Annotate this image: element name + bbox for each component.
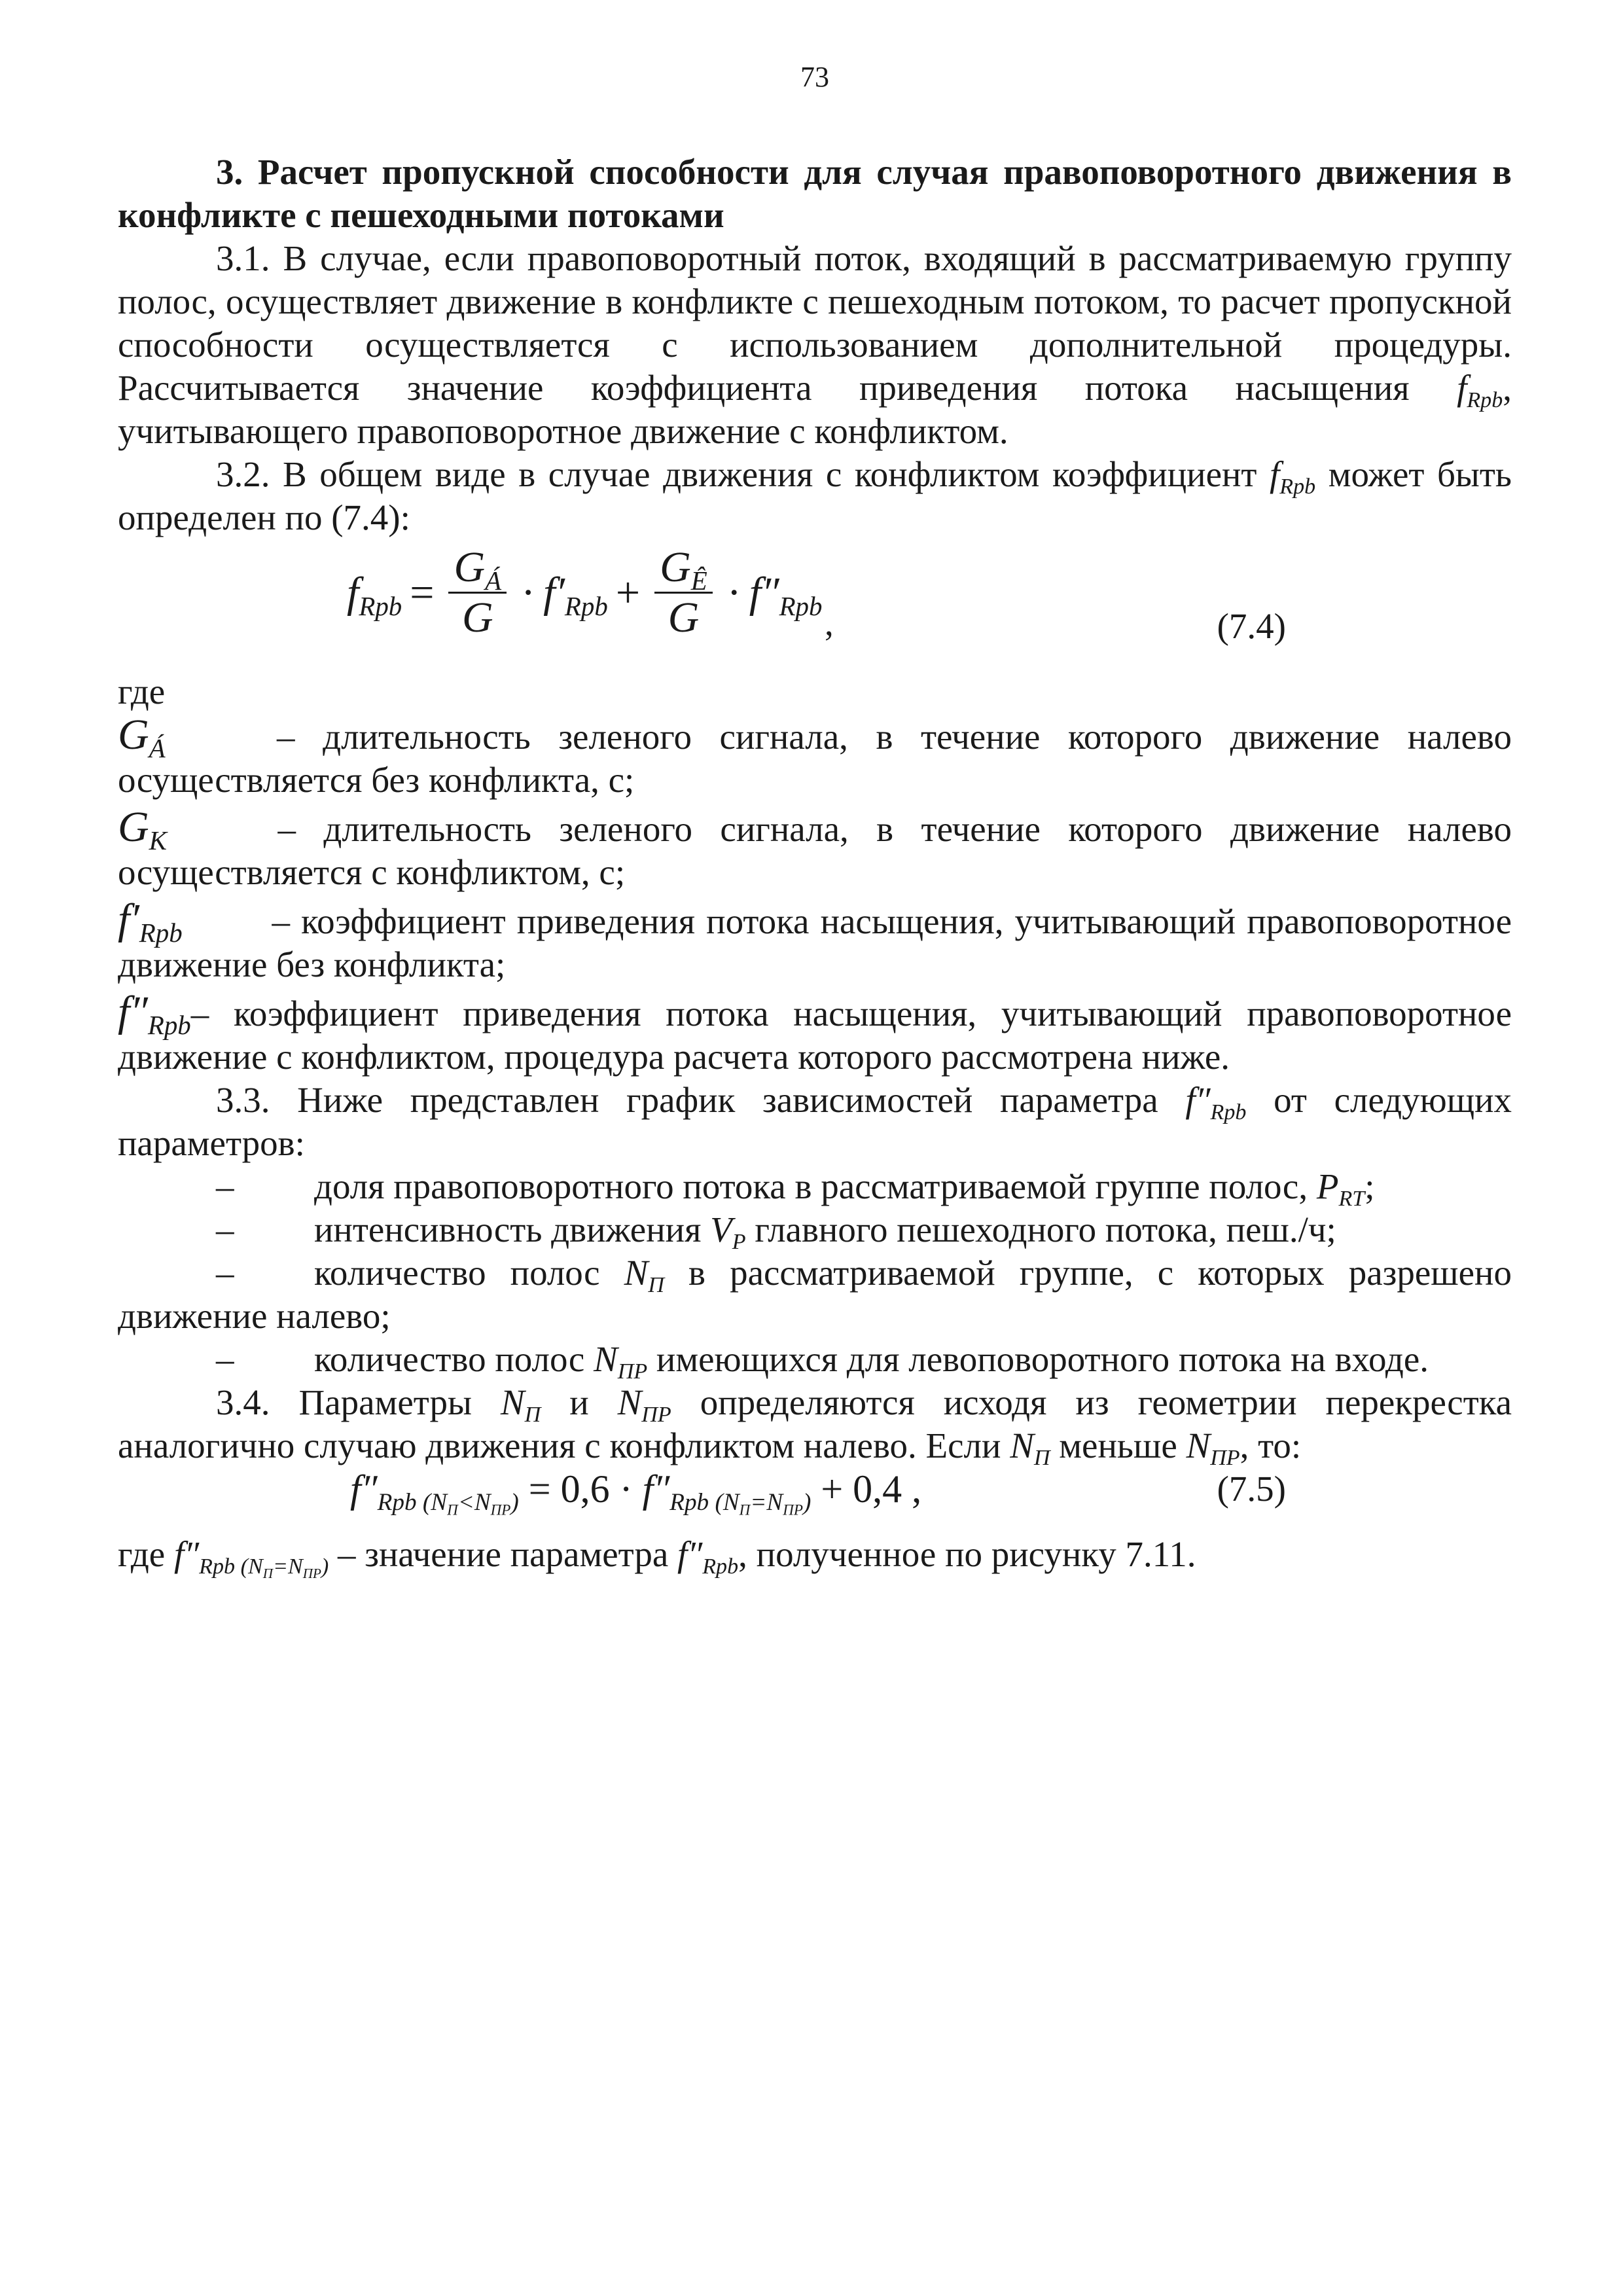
equation-7-4: $f_{Rpb}$ = $\frac{G_Á}{G}$ · $f'_{Rpb}$ + $\frac{G_Ê}{G}$ · $f''_{Rpb}$ , (7.4) (118, 539, 1512, 670)
bullet-3: – количество полос $N_П$ в рассматриваемой группе, с которых разрешено движение налево; (118, 1253, 1512, 1336)
paragraph-3-4: 3.4. Параметры $N_П$ и $N_{ПР}$ определяются исходя из геометрии перекрестка аналогично случаю движения с конфликтом налево. Если $N_П$ меньше $N_{ПР}$, то: (118, 1382, 1512, 1470)
paragraph-3-1 (118, 237, 1512, 453)
paragraph-3-3: 3.3. Ниже представлен график зависимостей параметра $f''_{Rpb}$ от следующих параметров: (118, 1080, 1512, 1163)
p31-text: 3.1. В случае, если правоповоротный поток, входящий в рассматриваемую группу полос, осуществляет движение в конфликте с пешеходным потоком, то расчет пропускной способности осуществляется с использованием дополнительной процедуры. Рассчитывается значение коэффициента приведения потока насыщения (118, 238, 1512, 408)
eq74-comma: , (825, 603, 834, 643)
eq-lhs: $f_{Rpb}$ (347, 568, 402, 621)
equation-number-7-5: (7.5) (1217, 1469, 1286, 1509)
frpb-symbol-2: $f_{Rpb}$ (1270, 454, 1316, 499)
fraction-ga: $\frac{G_Á}{G}$ (448, 546, 507, 639)
where-label: где (118, 672, 166, 711)
frpb-symbol: $f_{Rpb}$ (1457, 368, 1503, 412)
page-number: 73 (800, 61, 829, 93)
def-f-prime: $f'_{Rpb}$ – коэффициент приведения потока насыщения, учитывающий правоповоротное движение без конфликта; (118, 895, 1512, 984)
p31-end: , учитывающего правоповоротное движение с конфликтом. (118, 368, 1512, 451)
p32-end: может быть определен по (7.4): (118, 454, 1512, 537)
document-body (118, 151, 1512, 1581)
bullet-2: – интенсивность движения $V_P$ главного пешеходного потока, пеш./ч; (216, 1210, 1336, 1254)
bullet-1: – доля правоповоротного потока в рассматриваемой группе полос, $P_{RT}$; (216, 1166, 1375, 1211)
final-paragraph: где $f''_{Rpb (N_П=N_{ПР})}$ – значение параметра $f''_{Rpb}$, полученное по рисунку 7.11. (118, 1534, 1196, 1581)
equation-number-7-4: (7.4) (1217, 606, 1286, 646)
equation-7-5: $f''_{Rpb (N_П<N_{ПР})} = 0,6 \cdot f''_{Rpb (N_П=N_{ПР})} + 0,4$ , (7.5) (350, 1467, 1286, 1518)
def-f-dprime: $f''_{Rpb}-$ коэффициент приведения потока насыщения, учитывающий правоповоротное движение с конфликтом, процедура расчета которого рассмотрена ниже. (118, 988, 1512, 1077)
def-ga: $G_Á$ – длительность зеленого сигнала, в течение которого движение налево осуществляется без конфликта, с; (118, 711, 1512, 800)
paragraph-3-2 (118, 453, 1512, 539)
p32-text: 3.2. В общем виде в случае движения с конфликтом коэффициент (216, 454, 1257, 494)
section-title: 3. Расчет пропускной способности для случая правоповоротного движения в конфликте с пешеходными потоками (118, 152, 1512, 235)
bullet-4: – количество полос $N_{ПР}$ имеющихся для левоповоротного потока на входе. (216, 1339, 1429, 1384)
def-gk: $G_К$ – длительность зеленого сигнала, в течение которого движение налево осуществляется с конфликтом, с; (118, 803, 1512, 892)
fraction-ge: $\frac{G_Ê}{G}$ (654, 546, 713, 639)
